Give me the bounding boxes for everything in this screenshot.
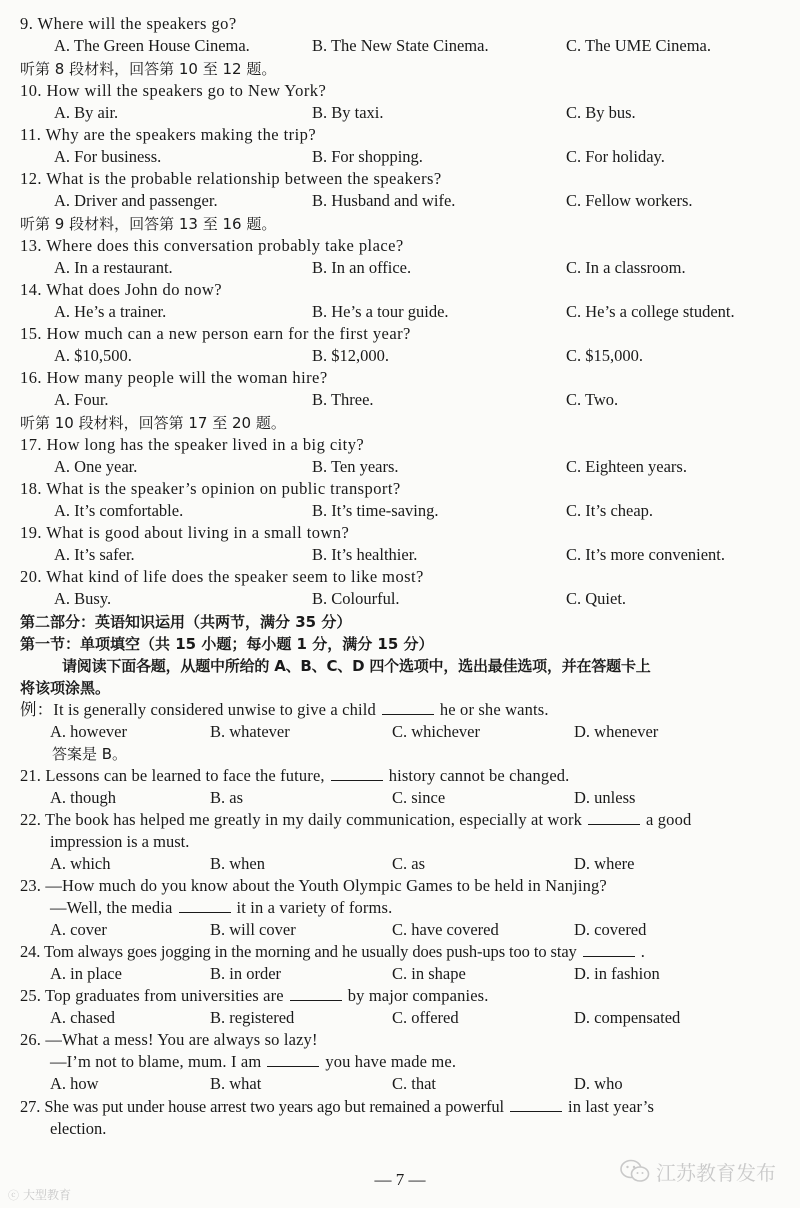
question-15 bbox=[20, 323, 786, 345]
watermark-text: 江苏教育发布 bbox=[656, 1160, 776, 1185]
options-24 bbox=[20, 963, 786, 985]
option-d: D. who bbox=[574, 1074, 623, 1093]
options-13 bbox=[20, 257, 786, 279]
question-stem: 17. How long has the speaker lived in a big city? bbox=[20, 435, 365, 454]
question-stem: 26. —What a mess! You are always so lazy! bbox=[20, 1030, 318, 1049]
question-stem: 20. What kind of life does the speaker seem to like most? bbox=[20, 567, 424, 586]
options-12 bbox=[20, 190, 786, 212]
question-10 bbox=[20, 80, 786, 102]
question-stem: 12. What is the probable relationship between the speakers? bbox=[20, 169, 442, 188]
question-27 bbox=[20, 1096, 786, 1118]
question-stem: 例：It is generally considered unwise to give a child bbox=[20, 700, 376, 719]
option-c: C. have covered bbox=[392, 920, 499, 939]
option-a: A. in place bbox=[50, 964, 122, 983]
option-c: C. as bbox=[392, 854, 425, 873]
question-22-continued: impression is a must. bbox=[50, 832, 190, 851]
question-26 bbox=[20, 1029, 786, 1051]
option-a: A. Driver and passenger. bbox=[54, 191, 218, 210]
option-b: B. It’s time-saving. bbox=[312, 501, 439, 520]
question-stem: —Well, the media bbox=[50, 898, 173, 917]
option-b: B. registered bbox=[210, 1008, 295, 1027]
section-one-title: 第一节：单项填空（共 15 小题；每小题 1 分，满分 15 分） bbox=[20, 635, 434, 653]
option-b: B. when bbox=[210, 854, 265, 873]
option-c: C. By bus. bbox=[566, 103, 636, 122]
question-14 bbox=[20, 279, 786, 301]
question-23 bbox=[20, 875, 786, 897]
question-stem-end: by major companies. bbox=[347, 986, 489, 1005]
example-answer: 答案是 B。 bbox=[52, 745, 128, 763]
question-stem-end: it in a variety of forms. bbox=[236, 898, 393, 917]
option-c: C. Quiet. bbox=[566, 589, 627, 608]
answer-blank bbox=[290, 985, 342, 1001]
option-a: A. which bbox=[50, 854, 111, 873]
question-18 bbox=[20, 478, 786, 500]
question-19 bbox=[20, 522, 786, 544]
question-stem: 10. How will the speakers go to New York? bbox=[20, 81, 327, 100]
option-a: A. By air. bbox=[54, 103, 119, 122]
option-a: A. Four. bbox=[54, 390, 109, 409]
option-a: A. One year. bbox=[54, 457, 138, 476]
option-a: A. how bbox=[50, 1074, 99, 1093]
answer-blank bbox=[331, 765, 383, 781]
option-b: B. By taxi. bbox=[312, 103, 384, 122]
chat-bubble-icon bbox=[620, 1158, 650, 1184]
option-c: C. Two. bbox=[566, 390, 619, 409]
option-d: D. compensated bbox=[574, 1008, 681, 1027]
option-b: B. He’s a tour guide. bbox=[312, 302, 449, 321]
question-stem: 24. Tom always goes jogging in the morning and he usually does push-ups too to stay bbox=[20, 942, 577, 961]
option-a: A. however bbox=[50, 722, 127, 741]
answer-blank bbox=[179, 897, 231, 913]
question-stem-end: in last year’s bbox=[568, 1097, 655, 1116]
corner-logo-icon: ⓒ bbox=[8, 1188, 19, 1202]
option-a: A. It’s comfortable. bbox=[54, 501, 184, 520]
options-11 bbox=[20, 146, 786, 168]
option-c: C. It’s more convenient. bbox=[566, 545, 726, 564]
options-16 bbox=[20, 389, 786, 411]
options-20 bbox=[20, 588, 786, 610]
section-heading-8: 听第 8 段材料，回答第 10 至 12 题。 bbox=[20, 60, 277, 78]
question-9 bbox=[20, 13, 786, 35]
option-d: D. covered bbox=[574, 920, 647, 939]
option-c: C. whichever bbox=[392, 722, 480, 741]
question-11 bbox=[20, 124, 786, 146]
option-a: A. cover bbox=[50, 920, 107, 939]
option-c: C. offered bbox=[392, 1008, 459, 1027]
question-stem-end: history cannot be changed. bbox=[388, 766, 570, 785]
option-c: C. Fellow workers. bbox=[566, 191, 693, 210]
question-12 bbox=[20, 168, 786, 190]
option-b: B. Ten years. bbox=[312, 457, 399, 476]
options-15 bbox=[20, 345, 786, 367]
option-b: B. Colourful. bbox=[312, 589, 400, 608]
option-b: B. in order bbox=[210, 964, 282, 983]
option-a: A. The Green House Cinema. bbox=[54, 36, 250, 55]
question-stem: 15. How much can a new person earn for the first year? bbox=[20, 324, 411, 343]
question-stem: 18. What is the speaker’s opinion on public transport? bbox=[20, 479, 401, 498]
question-stem-end: you have made me. bbox=[325, 1052, 457, 1071]
option-d: D. where bbox=[574, 854, 635, 873]
option-a: A. He’s a trainer. bbox=[54, 302, 167, 321]
option-d: D. whenever bbox=[574, 722, 659, 741]
option-c: C. The UME Cinema. bbox=[566, 36, 711, 55]
options-17 bbox=[20, 456, 786, 478]
corner-watermark-text: 大型教育 bbox=[23, 1188, 72, 1202]
option-d: D. in fashion bbox=[574, 964, 660, 983]
question-16 bbox=[20, 367, 786, 389]
question-stem: 11. Why are the speakers making the trip? bbox=[20, 125, 317, 144]
option-b: B. Husband and wife. bbox=[312, 191, 456, 210]
option-b: B. For shopping. bbox=[312, 147, 423, 166]
option-c: C. It’s cheap. bbox=[566, 501, 654, 520]
instructions-line-1: 请阅读下面各题，从题中所给的 A、B、C、D 四个选项中，选出最佳选项，并在答题卡上 bbox=[62, 657, 651, 675]
option-d: D. unless bbox=[574, 788, 636, 807]
option-b: B. $12,000. bbox=[312, 346, 390, 365]
options-21 bbox=[20, 787, 786, 809]
part-two-title: 第二部分：英语知识运用（共两节，满分 35 分） bbox=[20, 613, 352, 631]
page-number: — 7 — bbox=[374, 1170, 426, 1189]
question-13 bbox=[20, 235, 786, 257]
option-b: B. as bbox=[210, 788, 243, 807]
question-stem: 21. Lessons can be learned to face the future, bbox=[20, 766, 325, 785]
question-stem: 22. The book has helped me greatly in my daily communication, especially at work bbox=[20, 810, 583, 829]
question-stem-end: he or she wants. bbox=[439, 700, 549, 719]
options-22 bbox=[20, 853, 786, 875]
options-26 bbox=[20, 1073, 786, 1095]
option-c: C. $15,000. bbox=[566, 346, 644, 365]
instructions-line-2: 将该项涂黑。 bbox=[20, 679, 111, 697]
question-stem: 16. How many people will the woman hire? bbox=[20, 368, 328, 387]
option-b: B. whatever bbox=[210, 722, 290, 741]
question-26-reply bbox=[20, 1051, 786, 1073]
option-c: C. In a classroom. bbox=[566, 258, 686, 277]
option-a: A. Busy. bbox=[54, 589, 112, 608]
options-19 bbox=[20, 544, 786, 566]
option-c: C. He’s a college student. bbox=[566, 302, 735, 321]
option-b: B. It’s healthier. bbox=[312, 545, 418, 564]
option-c: C. in shape bbox=[392, 964, 466, 983]
options-23 bbox=[20, 919, 786, 941]
corner-watermark bbox=[8, 1186, 71, 1203]
section-heading-10: 听第 10 段材料，回答第 17 至 20 题。 bbox=[20, 414, 286, 432]
option-a: A. For business. bbox=[54, 147, 162, 166]
question-20 bbox=[20, 566, 786, 588]
option-a: A. chased bbox=[50, 1008, 116, 1027]
option-b: B. Three. bbox=[312, 390, 374, 409]
question-stem-end: . bbox=[640, 942, 645, 961]
question-27-continued: election. bbox=[50, 1119, 107, 1138]
answer-blank bbox=[583, 941, 635, 957]
example-options bbox=[20, 721, 786, 743]
question-17 bbox=[20, 434, 786, 456]
question-stem-end: a good bbox=[646, 810, 692, 829]
option-a: A. In a restaurant. bbox=[54, 258, 173, 277]
option-b: B. The New State Cinema. bbox=[312, 36, 489, 55]
option-a: A. It’s safer. bbox=[54, 545, 135, 564]
question-stem: 13. Where does this conversation probably take place? bbox=[20, 236, 404, 255]
option-c: C. since bbox=[392, 788, 446, 807]
question-24 bbox=[20, 941, 786, 963]
answer-blank bbox=[267, 1051, 319, 1067]
question-stem: 9. Where will the speakers go? bbox=[20, 14, 237, 33]
option-c: C. Eighteen years. bbox=[566, 457, 687, 476]
question-23-reply bbox=[20, 897, 786, 919]
answer-blank bbox=[510, 1096, 562, 1112]
option-b: B. will cover bbox=[210, 920, 296, 939]
options-14 bbox=[20, 301, 786, 323]
question-stem: 25. Top graduates from universities are bbox=[20, 986, 284, 1005]
question-21 bbox=[20, 765, 786, 787]
option-c: C. that bbox=[392, 1074, 436, 1093]
question-stem: 23. —How much do you know about the Youth Olympic Games to be held in Nanjing? bbox=[20, 876, 607, 895]
options-18 bbox=[20, 500, 786, 522]
option-a: A. though bbox=[50, 788, 116, 807]
example-question bbox=[20, 699, 786, 721]
question-22 bbox=[20, 809, 786, 831]
answer-blank bbox=[382, 699, 434, 715]
options-9 bbox=[20, 35, 786, 57]
option-b: B. what bbox=[210, 1074, 262, 1093]
question-stem: —I’m not to blame, mum. I am bbox=[50, 1052, 262, 1071]
answer-blank bbox=[588, 809, 640, 825]
question-stem: 14. What does John do now? bbox=[20, 280, 223, 299]
question-stem: 19. What is good about living in a small town? bbox=[20, 523, 350, 542]
options-25 bbox=[20, 1007, 786, 1029]
watermark-brand bbox=[620, 1156, 776, 1186]
options-10 bbox=[20, 102, 786, 124]
section-heading-9: 听第 9 段材料，回答第 13 至 16 题。 bbox=[20, 215, 277, 233]
question-25 bbox=[20, 985, 786, 1007]
question-stem: 27. She was put under house arrest two years ago but remained a powerful bbox=[20, 1097, 504, 1116]
option-a: A. $10,500. bbox=[54, 346, 132, 365]
option-c: C. For holiday. bbox=[566, 147, 665, 166]
option-b: B. In an office. bbox=[312, 258, 412, 277]
